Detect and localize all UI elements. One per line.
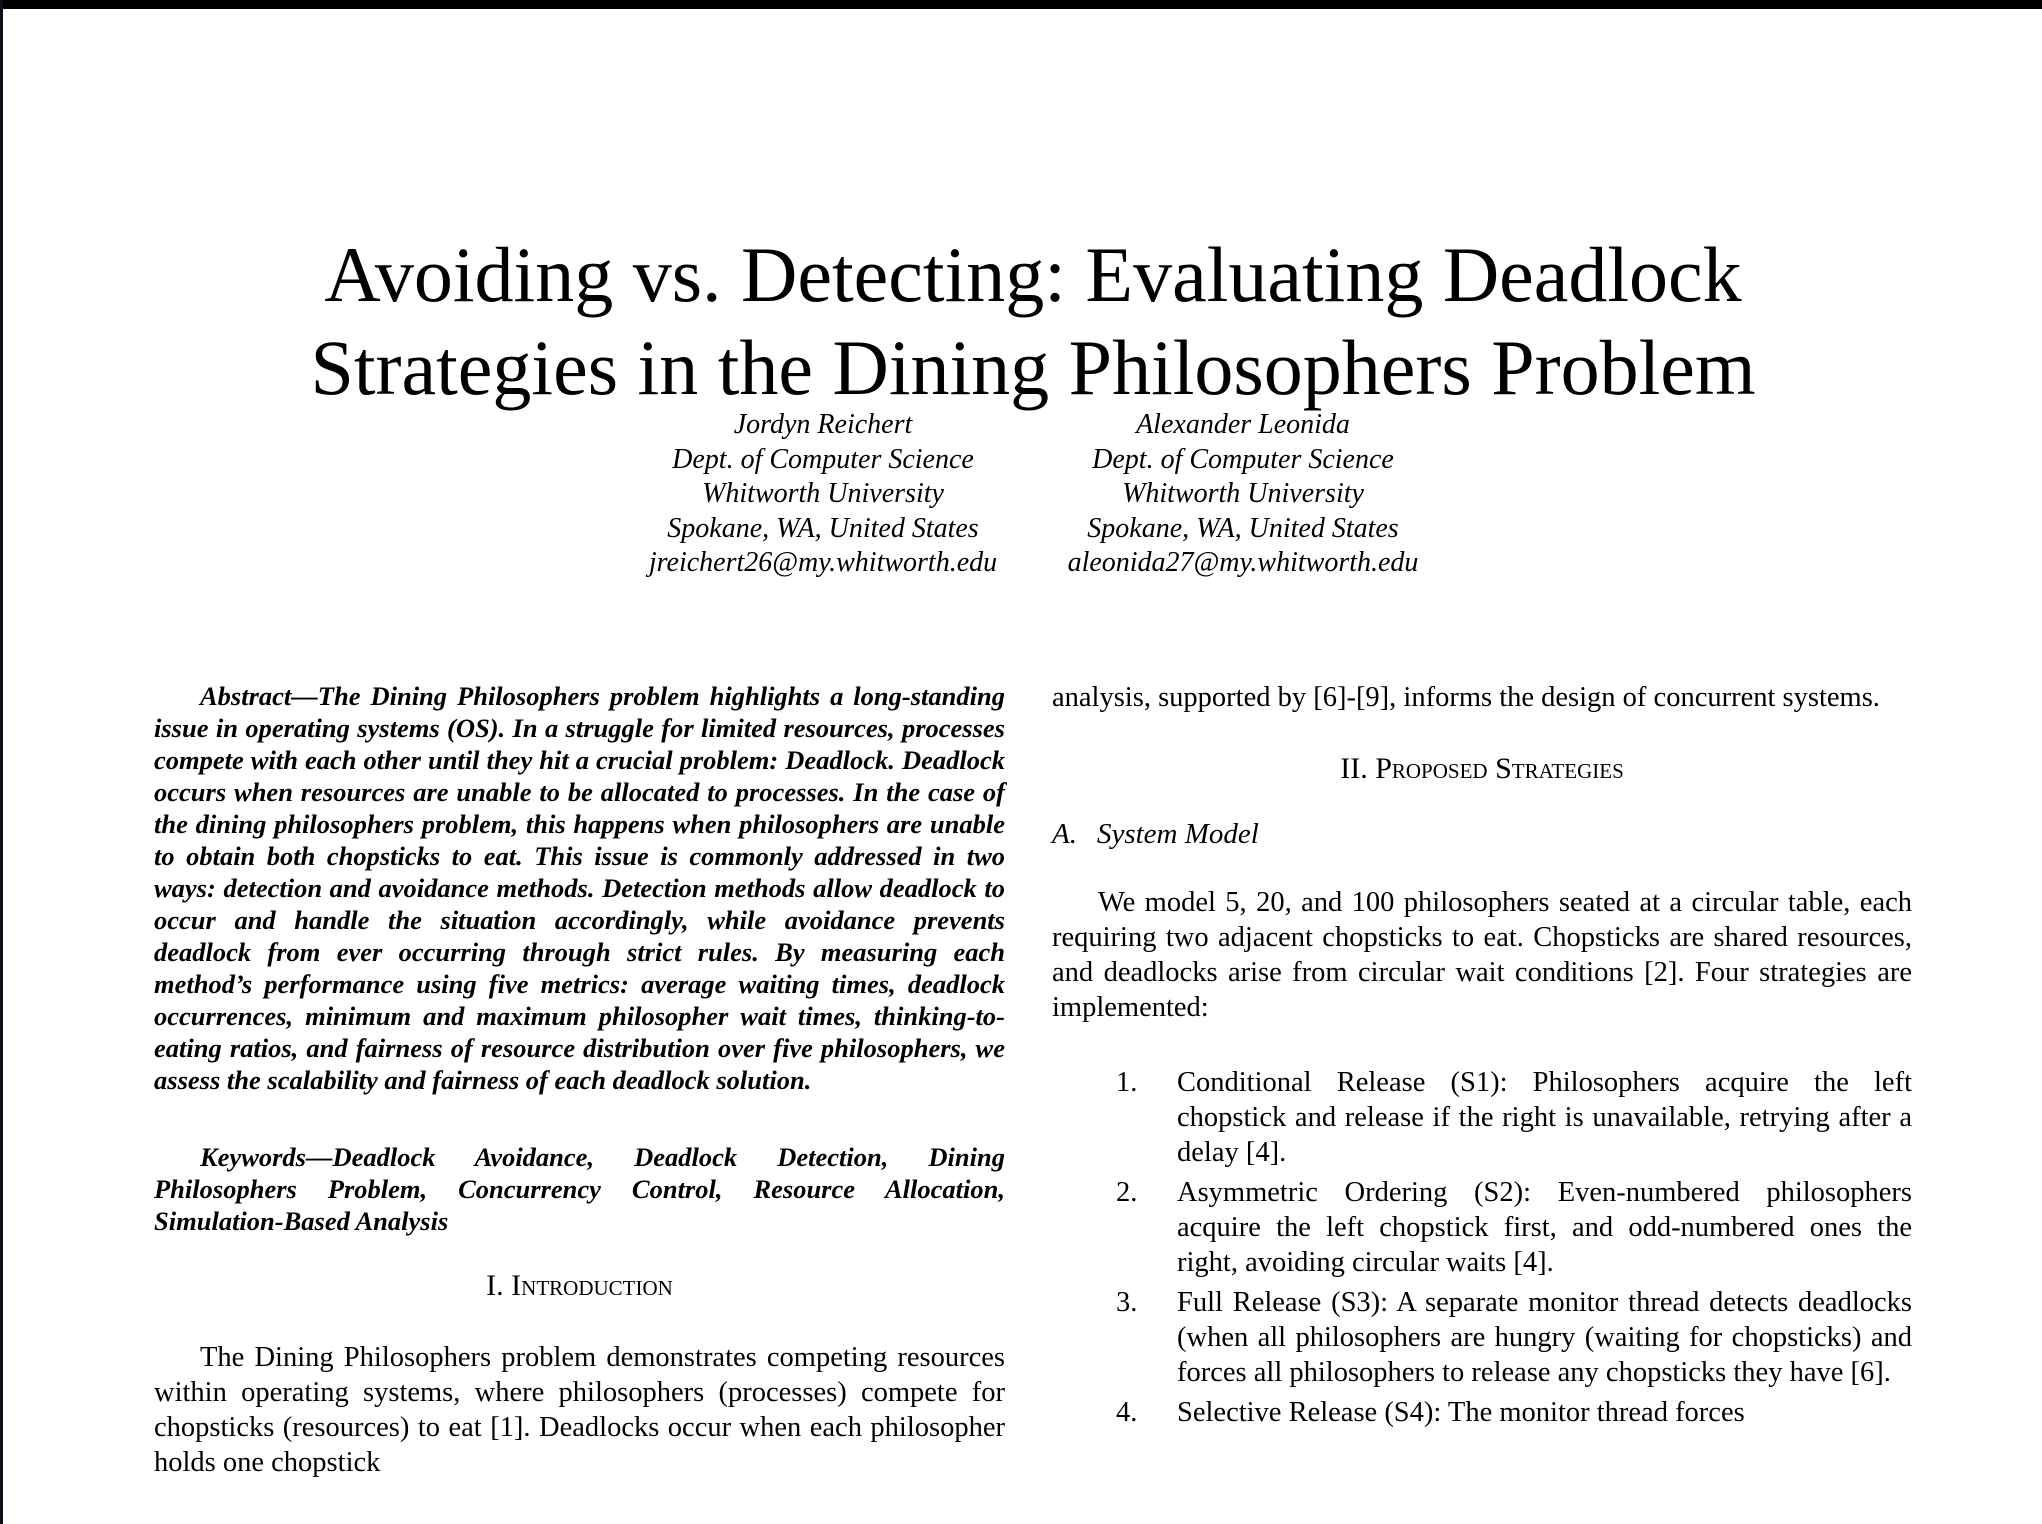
list-text: Selective Release (S4): The monitor thread forces	[1177, 1397, 1745, 1428]
author-card-1	[625, 408, 1021, 581]
column-left	[154, 680, 1005, 1480]
list-number: 3.	[1116, 1287, 1138, 1318]
author-name: Jordyn Reichert	[733, 409, 913, 440]
strategy-item-4	[1052, 1395, 1912, 1430]
author-dept: Dept. of Computer Science	[672, 443, 974, 475]
author-card-2	[1045, 408, 1441, 581]
strategy-item-2	[1052, 1175, 1912, 1280]
title-line-2: Strategies in the Dining Philosophers Problem	[310, 324, 1756, 412]
author-university: Whitworth University	[1122, 478, 1364, 509]
title-line-1: Avoiding vs. Detecting: Evaluating Deadlock	[324, 231, 1742, 319]
subsection-title: System Model	[1096, 818, 1259, 850]
continuation-paragraph: analysis, supported by [6]-[9], informs the design of concurrent systems.	[1052, 682, 1880, 713]
authors-block	[154, 408, 1912, 581]
list-text: Asymmetric Ordering (S2): Even-numbered philosophers acquire the left chopstick first, and odd-numbered ones the right, avoiding circular waits [4].	[1177, 1177, 1912, 1278]
author-dept: Dept. of Computer Science	[1092, 443, 1394, 475]
list-number: 2.	[1116, 1177, 1138, 1208]
subsection-label: A.	[1052, 818, 1077, 850]
subsection-a-heading	[1052, 816, 1912, 852]
list-text: Conditional Release (S1): Philosophers acquire the left chopstick and release if the right is unavailable, retrying after a delay [4].	[1177, 1067, 1912, 1168]
abstract-paragraph: Abstract—The Dining Philosophers problem highlights a long-standing issue in operating systems (OS). In a struggle for limited resources, processes compete with each other until they hit a crucial problem: Deadlock. Deadlock occurs when resources are unable to be allocated to processes. In the case of the dining philosophers problem, this happens when philosophers are unable to obtain both chopsticks to eat. This issue is commonly addressed in two ways: detection and avoidance methods. Detection methods allow deadlock to occur and handle the situation accordingly, while avoidance prevents deadlock from ever occurring through strict rules. By measuring each method’s performance using five metrics: average waiting times, deadlock occurrences, minimum and maximum philosopher wait times, thinking-to-eating ratios, and fairness of resource distribution over five philosophers, we assess the scalability and fairness of each deadlock solution.	[154, 681, 1005, 1095]
author-university: Whitworth University	[702, 478, 944, 509]
author-location: Spokane, WA, United States	[667, 512, 979, 544]
list-number: 4.	[1116, 1397, 1138, 1428]
strategy-list	[1052, 1065, 1912, 1430]
author-location: Spokane, WA, United States	[1087, 512, 1399, 544]
keywords-paragraph: Keywords—Deadlock Avoidance, Deadlock Detection, Dining Philosophers Problem, Concurrency Control, Resource Allocation, Simulation-Based Analysis	[154, 1142, 1005, 1236]
author-email: jreichert26@my.whitworth.edu	[648, 547, 998, 578]
paper-title	[154, 228, 1912, 414]
author-email: aleonida27@my.whitworth.edu	[1067, 547, 1419, 578]
section-heading-introduction: I. Introduction	[486, 1269, 673, 1302]
column-right	[1052, 680, 1912, 1435]
window-top-bar	[0, 0, 2042, 9]
list-text: Full Release (S3): A separate monitor thread detects deadlocks (when all philosophers are hungry (waiting for chopsticks) and forces all philosophers to release any chopsticks they have [6].	[1177, 1287, 1912, 1388]
introduction-paragraph: The Dining Philosophers problem demonstrates competing resources within operating systems, where philosophers (processes) compete for chopsticks (resources) to eat [1]. Deadlocks occur when each philosopher holds one chopstick	[154, 1342, 1005, 1478]
section-heading-proposed-strategies: II. Proposed Strategies	[1340, 752, 1624, 785]
page-left-edge-rule	[0, 0, 3, 1524]
author-name: Alexander Leonida	[1136, 409, 1350, 440]
system-model-paragraph: We model 5, 20, and 100 philosophers seated at a circular table, each requiring two adjacent chopsticks to eat. Chopsticks are shared resources, and deadlocks arise from circular wait conditions [2]. Four strategies are implemented:	[1052, 887, 1912, 1023]
list-number: 1.	[1116, 1067, 1138, 1098]
strategy-item-3	[1052, 1285, 1912, 1390]
strategy-item-1	[1052, 1065, 1912, 1170]
